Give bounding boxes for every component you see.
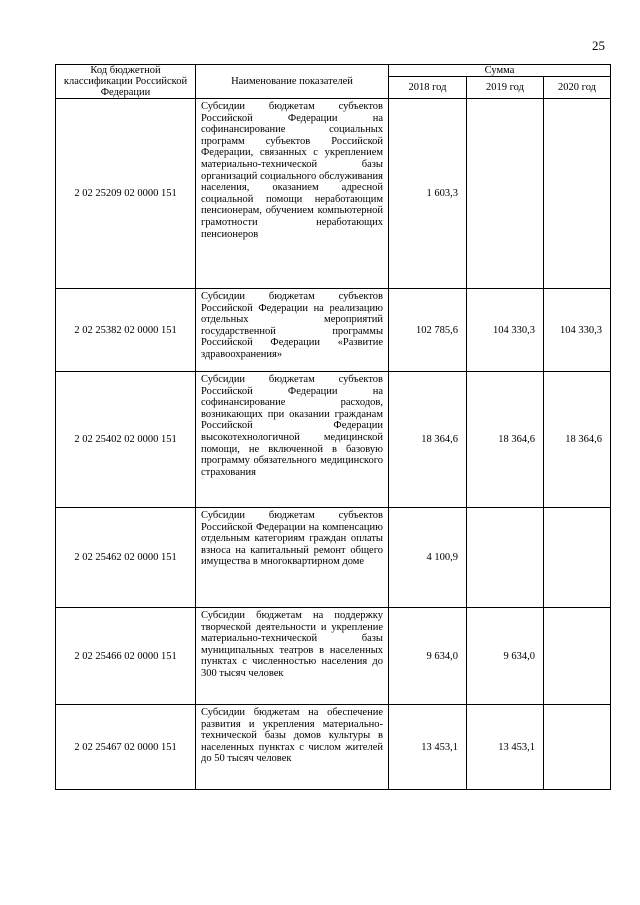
row-name: Субсидии бюджетам субъектов Российской Федерации на компенсацию отдельным категориям граждан оплаты взноса на капитальный ремонт общего имущества в многоквартирном доме [196, 508, 389, 608]
row-2019 [467, 508, 544, 608]
header-year-2020: 2020 год [544, 77, 611, 99]
row-code: 2 02 25209 02 0000 151 [56, 99, 196, 289]
row-2018: 4 100,9 [389, 508, 467, 608]
row-2019: 18 364,6 [467, 372, 544, 508]
row-name: Субсидии бюджетам субъектов Российской Федерации на софинансирование социальных программ субъектов Российской Федерации, связанных с укреплением материально-технической базы организаций социального обслуживания населения, оказанием адресной социальной помощи неработающим пенсионерам, обучением компьютерной грамотности неработающих пенсионеров [196, 99, 389, 289]
row-2019: 104 330,3 [467, 289, 544, 372]
row-2020 [544, 608, 611, 705]
row-name: Субсидии бюджетам субъектов Российской Федерации на софинансирование расходов, возникающих при оказании гражданам Российской Федерации высокотехнологичной медицинской помощи, не включенной в базовую программу обязательного медицинского страхования [196, 372, 389, 508]
row-2018: 1 603,3 [389, 99, 467, 289]
header-year-2018: 2018 год [389, 77, 467, 99]
row-2020: 104 330,3 [544, 289, 611, 372]
table-row [56, 99, 611, 289]
row-code: 2 02 25466 02 0000 151 [56, 608, 196, 705]
header-sum: Сумма [389, 65, 611, 77]
row-2019: 13 453,1 [467, 705, 544, 790]
row-2019 [467, 99, 544, 289]
table-row [56, 705, 611, 790]
table-row [56, 608, 611, 705]
row-name: Субсидии бюджетам на поддержку творческой деятельности и укрепление материально-технической базы муниципальных театров в населенных пунктах с численностью населения до 300 тысяч человек [196, 608, 389, 705]
table-row [56, 508, 611, 608]
row-2018: 18 364,6 [389, 372, 467, 508]
row-name: Субсидии бюджетам на обеспечение развития и укрепления материально-технической базы домов культуры в населенных пунктах с числом жителей до 50 тысяч человек [196, 705, 389, 790]
header-year-2019: 2019 год [467, 77, 544, 99]
budget-table [55, 64, 611, 790]
row-code: 2 02 25382 02 0000 151 [56, 289, 196, 372]
row-2018: 9 634,0 [389, 608, 467, 705]
row-2020 [544, 99, 611, 289]
row-2019: 9 634,0 [467, 608, 544, 705]
row-name: Субсидии бюджетам субъектов Российской Федерации на реализацию отдельных мероприятий государственной программы Российской Федерации «Развитие здравоохранения» [196, 289, 389, 372]
row-2020: 18 364,6 [544, 372, 611, 508]
table-row [56, 289, 611, 372]
row-code: 2 02 25467 02 0000 151 [56, 705, 196, 790]
header-code: Код бюджетной классификации Российской Федерации [56, 65, 196, 99]
header-name: Наименование показателей [196, 65, 389, 99]
table-row [56, 372, 611, 508]
row-2020 [544, 705, 611, 790]
row-2020 [544, 508, 611, 608]
row-code: 2 02 25462 02 0000 151 [56, 508, 196, 608]
row-code: 2 02 25402 02 0000 151 [56, 372, 196, 508]
page-number: 25 [592, 38, 605, 53]
row-2018: 13 453,1 [389, 705, 467, 790]
row-2018: 102 785,6 [389, 289, 467, 372]
